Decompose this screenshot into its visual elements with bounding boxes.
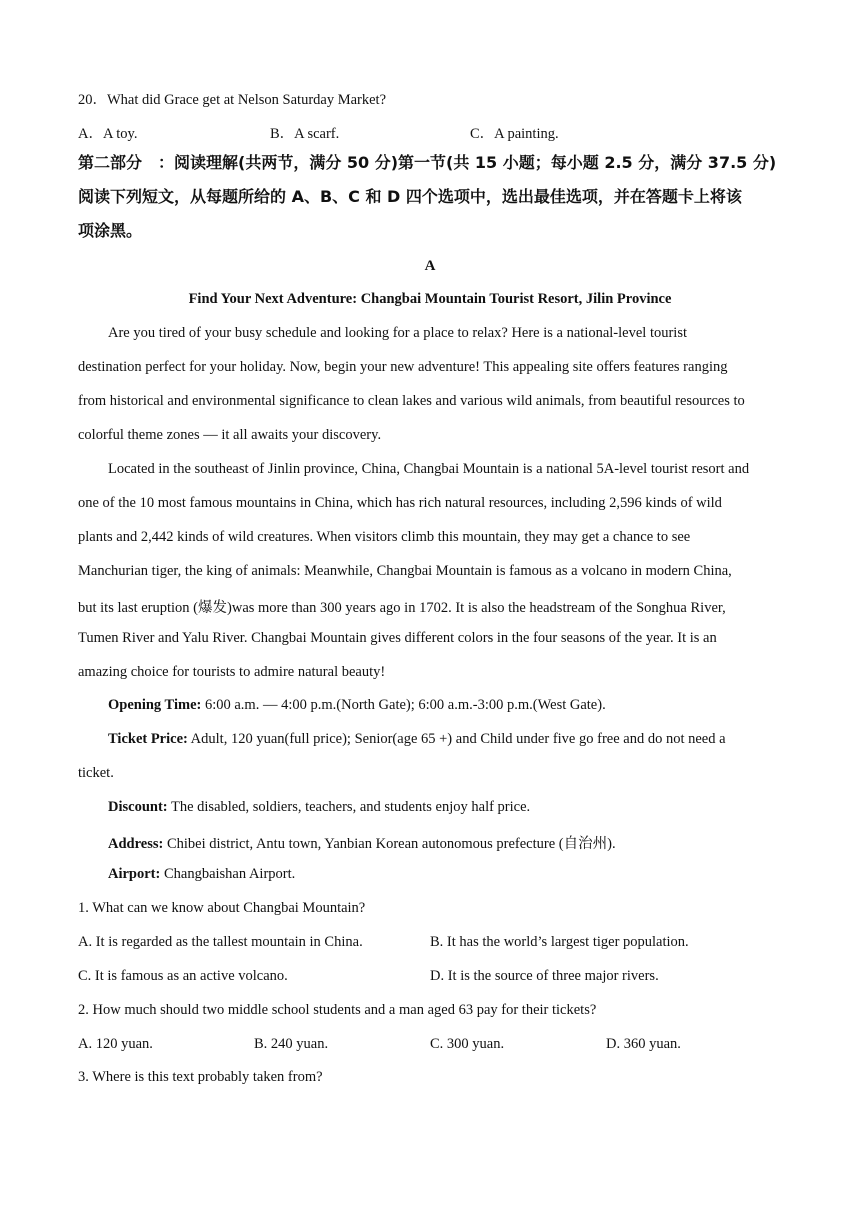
question-20: 20．What did Grace get at Nelson Saturday Market?	[78, 92, 387, 108]
ticket-price-value: Adult, 120 yuan(full price); Senior(age 65 +) and Child under five go free and do not need a	[187, 731, 726, 747]
address-label: Address:	[108, 836, 164, 852]
p2-line-5: but its last eruption (爆发)was more than 300 years ago in 1702. It is also the headstream of the Songhua River,	[78, 600, 726, 616]
question-1: 1. What can we know about Changbai Mountain?	[78, 900, 366, 916]
address-value: Chibei district, Antu town, Yanbian Korean autonomous prefecture (自治州).	[163, 836, 616, 852]
p2-line-6: Tumen River and Yalu River. Changbai Mountain gives different colors in the four seasons of the year. It is an	[78, 630, 717, 646]
opening-time	[108, 697, 606, 714]
part2-header-line1: 第二部分 ：阅读理解(共两节，满分 50 分)第一节(共 15 小题；每小题 2.5 分，满分 37.5 分)	[78, 153, 777, 172]
p2-line-3: plants and 2,442 kinds of wild creatures. When visitors climb this mountain, they may get a chance to see	[78, 529, 691, 545]
q2-option-c: C. 300 yuan.	[430, 1036, 505, 1052]
p1-line-4: colorful theme zones — it all awaits your discovery.	[78, 427, 382, 443]
ticket-price	[108, 731, 726, 748]
q20-option-c: C．A painting.	[470, 126, 559, 142]
opening-time-label: Opening Time:	[108, 697, 202, 713]
part2-header-line2: 阅读下列短文，从每题所给的 A、B、C 和 D 四个选项中，选出最佳选项，并在答题卡上将该	[78, 187, 742, 206]
address	[108, 832, 616, 853]
passage-title: Find Your Next Adventure: Changbai Mountain Tourist Resort, Jilin Province	[188, 291, 672, 307]
ticket-price-continued: ticket.	[78, 765, 114, 781]
q20-option-a: A．A toy.	[78, 126, 138, 142]
discount-value: The disabled, soldiers, teachers, and students enjoy half price.	[167, 799, 531, 815]
q1-option-d: D. It is the source of three major rivers.	[430, 968, 659, 984]
passage-letter: A	[424, 258, 436, 274]
ticket-price-label: Ticket Price:	[108, 731, 188, 747]
airport	[108, 866, 295, 883]
p1-line-1: Are you tired of your busy schedule and looking for a place to relax? Here is a national-level tourist	[108, 325, 688, 341]
q2-option-d: D. 360 yuan.	[606, 1036, 681, 1052]
p1-line-3: from historical and environmental significance to clean lakes and various wild animals, from beautiful resources to	[78, 393, 745, 409]
question-2: 2. How much should two middle school students and a man aged 63 pay for their tickets?	[78, 1002, 597, 1018]
q2-option-b: B. 240 yuan.	[254, 1036, 329, 1052]
p2-line-2: one of the 10 most famous mountains in China, which has rich natural resources, including 2,596 kinds of wild	[78, 495, 722, 511]
discount	[108, 799, 530, 816]
opening-time-value: 6:00 a.m. — 4:00 p.m.(North Gate); 6:00 a.m.-3:00 p.m.(West Gate).	[201, 697, 606, 713]
q1-option-b: B. It has the world’s largest tiger population.	[430, 934, 689, 950]
question-3: 3. Where is this text probably taken from?	[78, 1069, 323, 1085]
p2-line-7: amazing choice for tourists to admire natural beauty!	[78, 664, 386, 680]
q1-option-a: A. It is regarded as the tallest mountain in China.	[78, 934, 363, 950]
p2-line-4: Manchurian tiger, the king of animals: Meanwhile, Changbai Mountain is famous as a volcano in modern China,	[78, 563, 732, 579]
part2-header-line3: 项涂黑。	[78, 221, 143, 240]
p1-line-2: destination perfect for your holiday. Now, begin your new adventure! This appealing site offers features ranging	[78, 359, 728, 375]
airport-value: Changbaishan Airport.	[160, 866, 296, 882]
p2-line-1: Located in the southeast of Jinlin province, China, Changbai Mountain is a national 5A-level tourist resort and	[108, 461, 750, 477]
q1-option-c: C. It is famous as an active volcano.	[78, 968, 288, 984]
discount-label: Discount:	[108, 799, 168, 815]
airport-label: Airport:	[108, 866, 161, 882]
q2-option-a: A. 120 yuan.	[78, 1036, 153, 1052]
q20-option-b: B．A scarf.	[270, 126, 340, 142]
